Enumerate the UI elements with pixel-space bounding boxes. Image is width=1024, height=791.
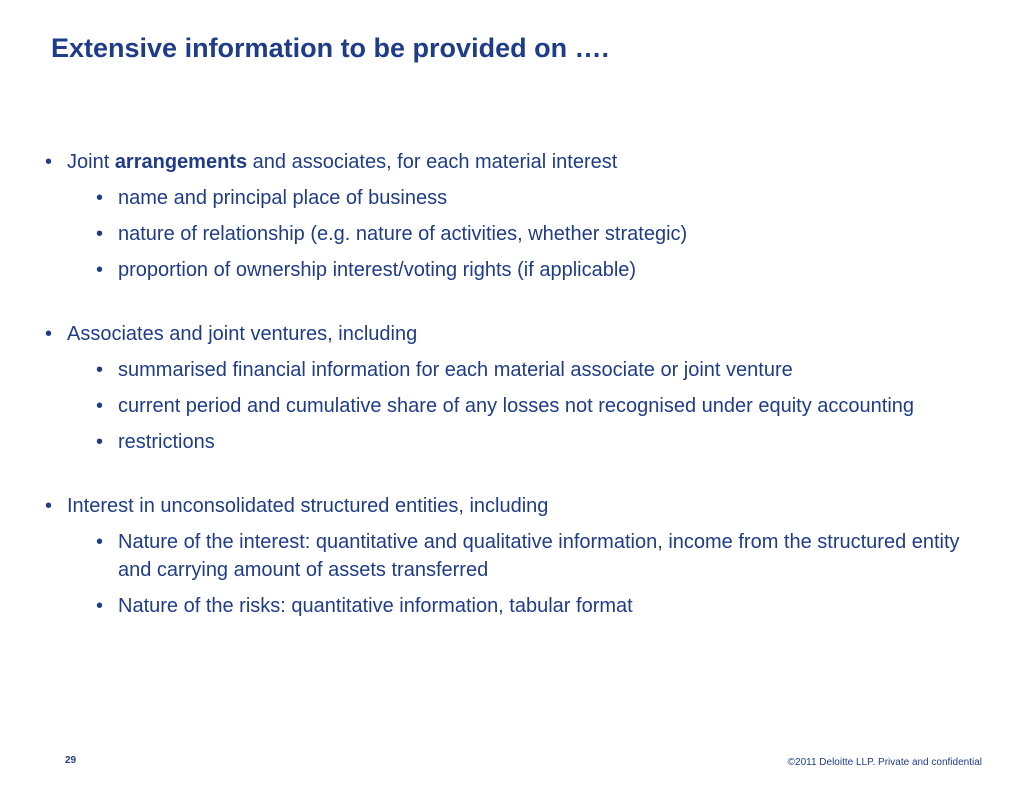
bullet-group-associates <box>45 320 975 456</box>
sub-bullet <box>96 184 975 212</box>
sub-bullet-text: Nature of the interest: quantitative and qualitative information, income from the structured entity and carrying amount of assets transferred <box>118 531 960 581</box>
bullet-icon: • <box>96 531 104 553</box>
sub-bullet <box>96 428 975 456</box>
sub-bullet-text: name and principal place of business <box>118 187 448 209</box>
sub-bullet <box>96 256 975 284</box>
sub-bullet-text: nature of relationship (e.g. nature of activities, whether strategic) <box>118 223 688 245</box>
bullet-icon: • <box>96 595 104 617</box>
bullet-icon: • <box>45 495 53 517</box>
bullet-list <box>45 148 975 620</box>
bullet-icon: • <box>96 395 104 417</box>
sub-bullet <box>96 220 975 248</box>
sub-bullet <box>96 592 975 620</box>
bullet-icon: • <box>96 223 104 245</box>
sub-bullet-text: Nature of the risks: quantitative information, tabular format <box>118 595 633 617</box>
bullet-heading <box>45 148 975 176</box>
bullet-icon: • <box>96 359 104 381</box>
heading-text: Associates and joint ventures, including <box>67 323 418 345</box>
bullet-heading <box>45 320 975 348</box>
bullet-icon: • <box>96 259 104 281</box>
bullet-heading <box>45 492 975 520</box>
bullet-group-structured-entities <box>45 492 975 620</box>
bullet-group-joint-arrangements <box>45 148 975 284</box>
slide-title: Extensive information to be provided on …. <box>51 33 610 63</box>
bullet-icon: • <box>96 431 104 453</box>
copyright-notice: ©2011 Deloitte LLP. Private and confidential <box>787 757 982 768</box>
sub-bullet-text: current period and cumulative share of any losses not recognised under equity accounting <box>118 395 915 417</box>
sub-bullet <box>96 392 975 420</box>
bullet-icon: • <box>45 323 53 345</box>
page-number: 29 <box>65 755 77 766</box>
heading-text-pre: Joint <box>67 151 115 173</box>
sub-bullet-text: proportion of ownership interest/voting rights (if applicable) <box>118 259 637 281</box>
sub-bullet-text: restrictions <box>118 431 215 453</box>
heading-text-post: and associates, for each material interest <box>247 151 618 173</box>
sub-bullet-text: summarised financial information for each material associate or joint venture <box>118 359 793 381</box>
sub-bullet <box>96 528 975 584</box>
sub-bullet <box>96 356 975 384</box>
heading-text: Interest in unconsolidated structured entities, including <box>67 495 549 517</box>
bullet-icon: • <box>45 151 53 173</box>
heading-text-bold: arrangements <box>114 151 248 173</box>
bullet-icon: • <box>96 187 104 209</box>
